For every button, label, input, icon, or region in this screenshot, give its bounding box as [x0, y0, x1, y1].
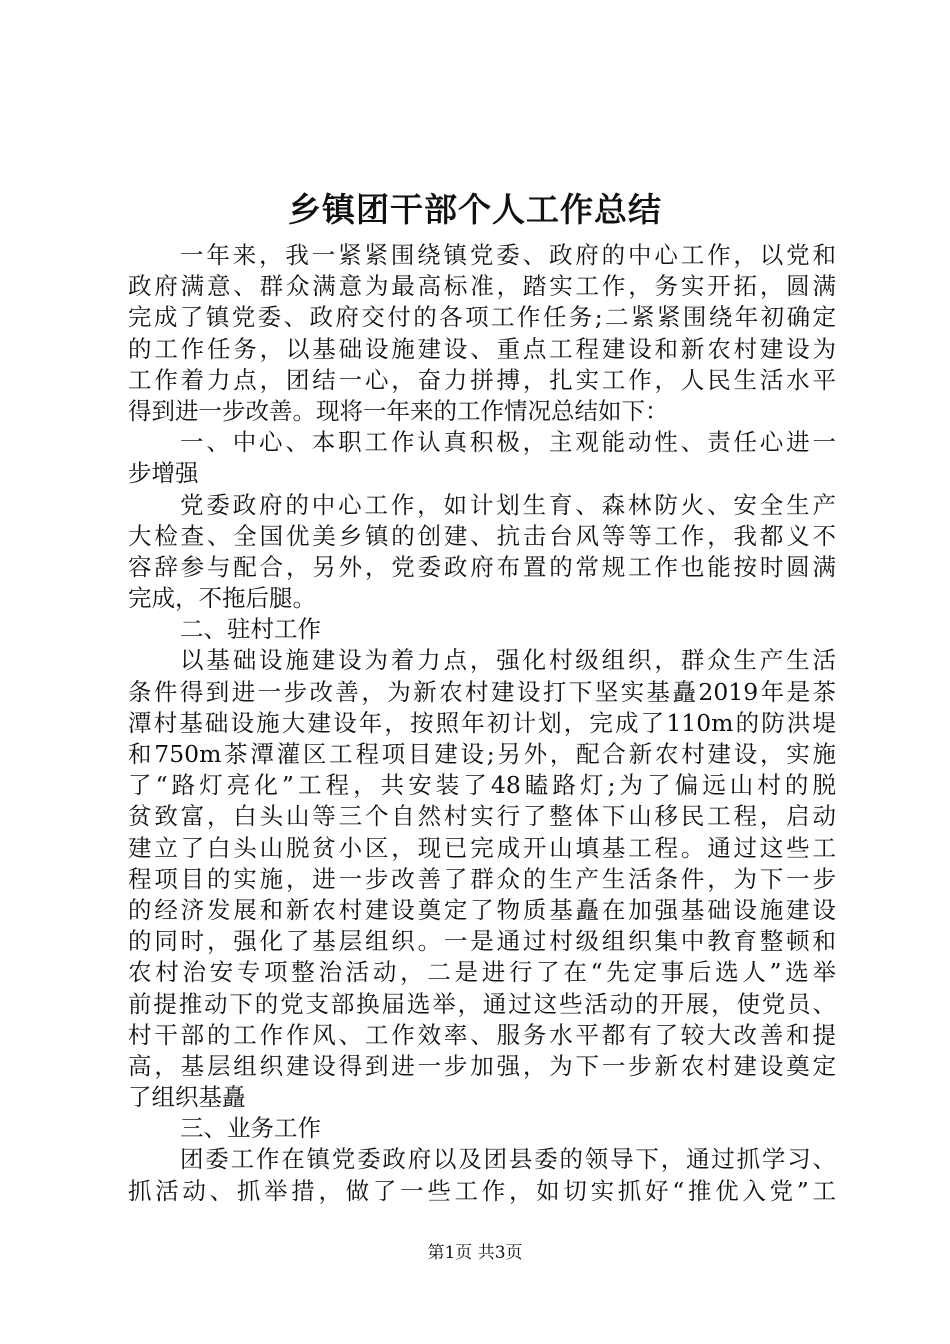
- body-line: 一、中心、本职工作认真积极，主观能动性、责任心进一: [180, 428, 836, 457]
- body-line: 的工作任务，以基础设施建设、重点工程建设和新农村建设为: [128, 334, 836, 363]
- body-line: 贫致富，白头山等三个自然村实行了整体下山移民工程，启动: [128, 802, 836, 831]
- body-line: 抓活动、抓举措，做了一些工作，如切实抓好“推优入党”工: [128, 1176, 836, 1205]
- body-line: 高，基层组织建设得到进一步加强，为下一步新农村建设奠定: [128, 1051, 836, 1080]
- body-line: 政府满意、群众满意为最高标准，踏实工作，务实开拓，圆满: [128, 272, 836, 301]
- body-line: 团委工作在镇党委政府以及团县委的领导下，通过抓学习、: [180, 1145, 836, 1174]
- body-line: 建立了白头山脱贫小区，现已完成开山填基工程。通过这些工: [128, 833, 836, 862]
- body-line: 大检查、全国优美乡镇的创建、抗击台风等等工作，我都义不: [128, 521, 836, 550]
- document-title: 乡镇团干部个人工作总结: [288, 190, 662, 229]
- body-line: 容辞参与配合，另外，党委政府布置的常规工作也能按时圆满: [128, 552, 836, 581]
- body-line: 的同时，强化了基层组织。一是通过村级组织集中教育整顿和: [128, 927, 836, 956]
- body-line: 完成，不拖后腿。: [128, 584, 316, 613]
- body-line: 了“路灯亮化”工程，共安装了48瞌路灯;为了偏远山村的脱: [128, 771, 836, 800]
- body-line: 村干部的工作作风、工作效率、服务水平都有了较大改善和提: [128, 1020, 836, 1049]
- body-line: 了组织基矗: [128, 1083, 246, 1112]
- body-line: 的经济发展和新农村建设奠定了物质基矗在加强基础设施建设: [128, 895, 836, 924]
- body-line: 二、驻村工作: [180, 615, 321, 644]
- document-body: [128, 240, 836, 1207]
- body-line: 程项目的实施，进一步改善了群众的生产生活条件，为下一步: [128, 864, 836, 893]
- body-line: 前提推动下的党支部换届选举，通过这些活动的开展，使党员、: [128, 989, 836, 1018]
- body-line: 以基础设施建设为着力点，强化村级组织，群众生产生活: [180, 646, 836, 675]
- body-line: 三、业务工作: [180, 1114, 321, 1143]
- body-line: 工作着力点，团结一心，奋力拼搏，扎实工作，人民生活水平: [128, 365, 836, 394]
- body-line: 得到进一步改善。现将一年来的工作情况总结如下：: [128, 396, 669, 425]
- body-line: 完成了镇党委、政府交付的各项工作任务;二紧紧围绕年初确定: [128, 303, 836, 332]
- body-line: 潭村基础设施大建设年，按照年初计划，完成了110m的防洪堤: [128, 708, 836, 737]
- body-line: 一年来，我一紧紧围绕镇党委、政府的中心工作，以党和: [180, 241, 836, 269]
- body-line: 农村治安专项整治活动，二是进行了在“先定事后选人”选举: [128, 958, 836, 987]
- body-line: 党委政府的中心工作，如计划生育、森林防火、安全生产: [180, 490, 836, 519]
- page-footer: 第1页 共3页: [427, 1243, 523, 1263]
- body-line: 条件得到进一步改善，为新农村建设打下坚实基矗2019年是茶: [128, 677, 836, 706]
- body-line: 步增强: [128, 459, 199, 488]
- body-line: 和750m茶潭灌区工程项目建设;另外，配合新农村建设，实施: [128, 740, 836, 768]
